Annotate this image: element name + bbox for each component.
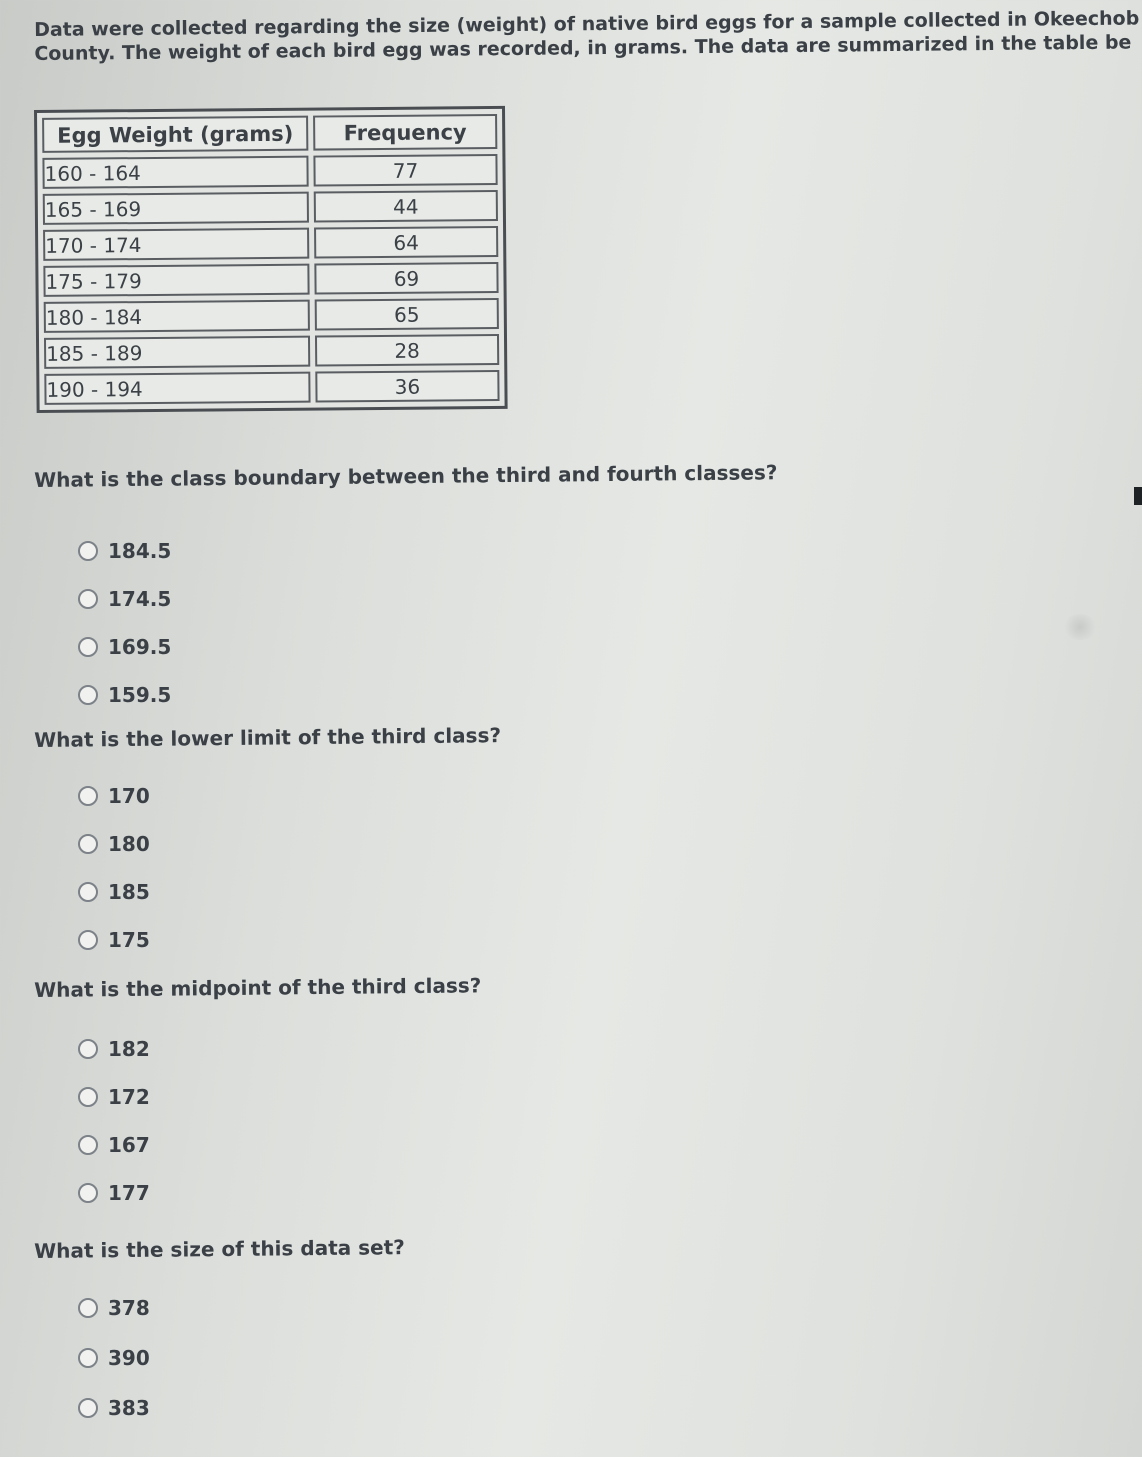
table-row (44, 334, 499, 369)
radio-circle-icon[interactable] (78, 589, 98, 609)
option-radio[interactable] (78, 1025, 150, 1073)
question-midpoint: What is the midpoint of the third class? (34, 973, 482, 1002)
option-radio[interactable] (78, 671, 171, 719)
radio-circle-icon[interactable] (78, 685, 98, 705)
option-label: 180 (108, 832, 150, 856)
option-label: 390 (108, 1346, 150, 1370)
intro-line-2: County. The weight of each bird egg was recorded, in grams. The data are summarized in the table be (34, 31, 1132, 65)
option-radio[interactable] (78, 916, 150, 964)
radio-circle-icon[interactable] (78, 1039, 98, 1059)
question-class-boundary: What is the class boundary between the third and fourth classes? (34, 460, 778, 492)
radio-circle-icon[interactable] (78, 786, 98, 806)
frequency-cell: 28 (315, 334, 499, 367)
option-radio[interactable] (78, 623, 171, 671)
radio-circle-icon[interactable] (78, 1135, 98, 1155)
option-radio[interactable] (78, 1121, 150, 1169)
option-label: 172 (108, 1085, 150, 1109)
option-radio[interactable] (78, 527, 171, 575)
options-data-set-size (78, 1283, 150, 1433)
option-radio[interactable] (78, 1283, 150, 1333)
radio-circle-icon[interactable] (78, 834, 98, 854)
weight-cell: 160 - 164 (42, 156, 308, 189)
option-radio[interactable] (78, 1383, 150, 1433)
options-class-boundary (78, 527, 171, 719)
option-label: 159.5 (108, 683, 172, 707)
option-label: 185 (108, 880, 150, 904)
frequency-cell: 64 (314, 226, 498, 259)
option-radio[interactable] (78, 1169, 150, 1217)
radio-circle-icon[interactable] (78, 1348, 98, 1368)
options-midpoint (78, 1025, 150, 1217)
scrollbar-edge-marker (1134, 487, 1142, 505)
table-row (42, 154, 497, 189)
radio-circle-icon[interactable] (78, 1298, 98, 1318)
frequency-cell: 36 (315, 370, 499, 403)
weight-cell: 175 - 179 (43, 264, 309, 297)
screen-glare (1062, 614, 1098, 640)
frequency-cell: 65 (315, 298, 499, 331)
weight-cell: 165 - 169 (43, 192, 309, 225)
option-radio[interactable] (78, 1073, 150, 1121)
frequency-table-wrapper (34, 106, 508, 413)
option-label: 170 (108, 784, 150, 808)
frequency-table (34, 106, 508, 413)
radio-circle-icon[interactable] (78, 637, 98, 657)
radio-circle-icon[interactable] (78, 930, 98, 950)
radio-circle-icon[interactable] (78, 1087, 98, 1107)
question-data-set-size: What is the size of this data set? (34, 1235, 405, 1263)
table-row (43, 262, 498, 297)
table-row (43, 226, 498, 261)
frequency-cell: 44 (314, 190, 498, 223)
option-radio[interactable] (78, 868, 150, 916)
options-lower-limit (78, 772, 150, 964)
option-radio[interactable] (78, 1333, 150, 1383)
table-row (44, 298, 499, 333)
radio-circle-icon[interactable] (78, 541, 98, 561)
problem-intro (34, 6, 1142, 66)
option-label: 383 (108, 1396, 150, 1420)
option-radio[interactable] (78, 820, 150, 868)
header-frequency: Frequency (313, 114, 497, 151)
question-lower-limit: What is the lower limit of the third class? (34, 723, 502, 752)
option-label: 167 (108, 1133, 150, 1157)
option-label: 174.5 (108, 587, 172, 611)
table-header-row (42, 114, 497, 153)
option-radio[interactable] (78, 772, 150, 820)
intro-line-1: Data were collected regarding the size (weight) of native bird eggs for a sample collected in Okeechob (34, 7, 1140, 41)
radio-circle-icon[interactable] (78, 1398, 98, 1418)
table-row (44, 370, 499, 405)
weight-cell: 185 - 189 (44, 336, 310, 369)
radio-circle-icon[interactable] (78, 1183, 98, 1203)
header-egg-weight: Egg Weight (grams) (42, 116, 308, 153)
radio-circle-icon[interactable] (78, 882, 98, 902)
option-radio[interactable] (78, 575, 171, 623)
table-row (43, 190, 498, 225)
weight-cell: 180 - 184 (44, 300, 310, 333)
frequency-cell: 77 (313, 154, 497, 187)
option-label: 378 (108, 1296, 150, 1320)
weight-cell: 170 - 174 (43, 228, 309, 261)
frequency-cell: 69 (314, 262, 498, 295)
option-label: 175 (108, 928, 150, 952)
option-label: 177 (108, 1181, 150, 1205)
weight-cell: 190 - 194 (44, 372, 310, 405)
option-label: 169.5 (108, 635, 172, 659)
option-label: 182 (108, 1037, 150, 1061)
option-label: 184.5 (108, 539, 172, 563)
